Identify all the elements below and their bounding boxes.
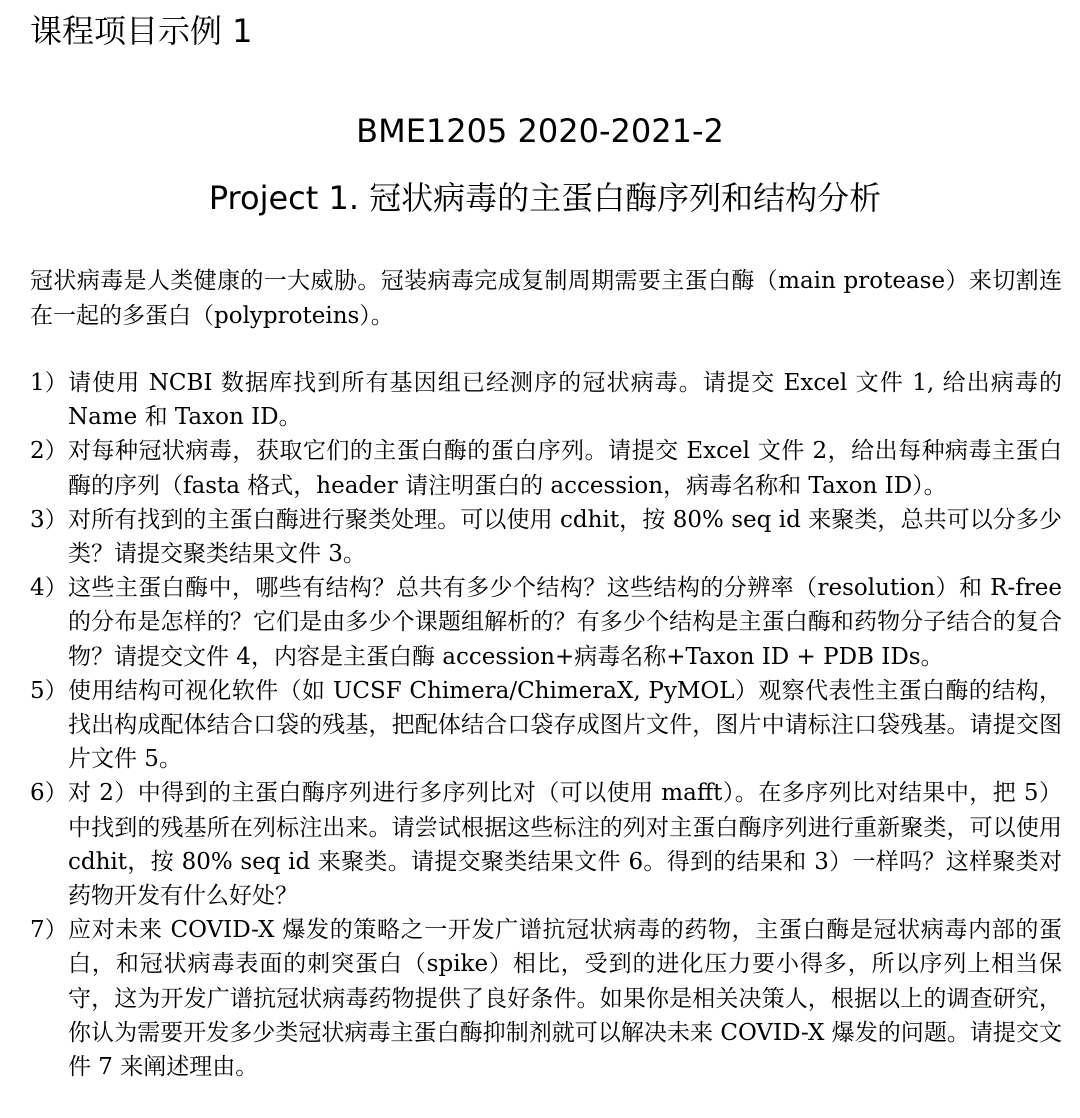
task-number: 5） [30, 677, 68, 704]
task-item-4 [30, 571, 1062, 674]
task-item-3 [30, 503, 1062, 571]
task-number: 1） [30, 370, 68, 396]
task-text: 这些主蛋白酶中，哪些有结构？总共有多少个结构？这些结构的分辨率（resolution）和 R-free 的分布是怎样的？它们是由多少个课题组解析的？有多少个结构是主蛋白酶和药物分子结合的复合物？请提交文件 4，内容是主蛋白酶 accession+病毒名称+Taxon ID + PDB IDs。 [68, 575, 1062, 670]
project-title: Project 1. 冠状病毒的主蛋白酶序列和结构分析 [208, 179, 882, 217]
task-text: 使用结构可视化软件（如 UCSF Chimera/ChimeraX, PyMOL）观察代表性主蛋白酶的结构，找出构成配体结合口袋的残基，把配体结合口袋存成图片文件，图片中请标注口袋残基。请提交图片文件 5。 [68, 677, 1062, 773]
course-code: BME1205 2020-2021-2 [356, 112, 724, 150]
task-item-5 [30, 674, 1062, 777]
task-item-2 [30, 434, 1062, 502]
page-heading: 课程项目示例 1 [30, 12, 253, 50]
task-number: 2） [30, 438, 68, 465]
task-text: 应对未来 COVID-X 爆发的策略之一开发广谱抗冠状病毒的药物，主蛋白酶是冠状病毒内部的蛋白，和冠状病毒表面的刺突蛋白（spike）相比，受到的进化压力要小得多，所以序列上相当保守，这为开发广谱抗冠状病毒药物提供了良好条件。如果你是相关决策人，根据以上的调查研究，你认为需要开发多少类冠状病毒主蛋白酶抑制剂就可以解决未来 COVID-X 爆发的问题。请提交文件 7 来阐述理由。 [68, 917, 1062, 1081]
task-list [30, 366, 1062, 1084]
task-text: 请使用 NCBI 数据库找到所有基因组已经测序的冠状病毒。请提交 Excel 文件 1, 给出病毒的 Name 和 Taxon ID。 [68, 370, 1062, 431]
task-number: 7） [30, 917, 68, 944]
task-text: 对每种冠状病毒，获取它们的主蛋白酶的蛋白序列。请提交 Excel 文件 2，给出每种病毒主蛋白酶的序列（fasta 格式，header 请注明蛋白的 accession，病毒名称和 Taxon ID）。 [68, 438, 1062, 499]
intro-paragraph: 冠状病毒是人类健康的一大威胁。冠装病毒完成复制周期需要主蛋白酶（main protease）来切割连在一起的多蛋白（polyproteins）。 [30, 268, 1062, 329]
task-text: 对所有找到的主蛋白酶进行聚类处理。可以使用 cdhit，按 80% seq id 来聚类，总共可以分多少类？请提交聚类结果文件 3。 [68, 506, 1062, 568]
task-item-6 [30, 776, 1062, 913]
task-text: 对 2）中得到的主蛋白酶序列进行多序列比对（可以使用 mafft）。在多序列比对结果中，把 5）中找到的残基所在列标注出来。请尝试根据这些标注的列对主蛋白酶序列进行重新聚类，可以使用 cdhit，按 80% seq id 来聚类。请提交聚类结果文件 6。得到的结果和 3）一样吗？这样聚类对药物开发有什么好处？ [68, 780, 1062, 910]
task-number: 6） [30, 780, 68, 807]
task-number: 3） [30, 506, 68, 533]
task-item-7 [30, 913, 1062, 1084]
task-number: 4） [30, 575, 68, 602]
task-item-1 [30, 366, 1062, 434]
